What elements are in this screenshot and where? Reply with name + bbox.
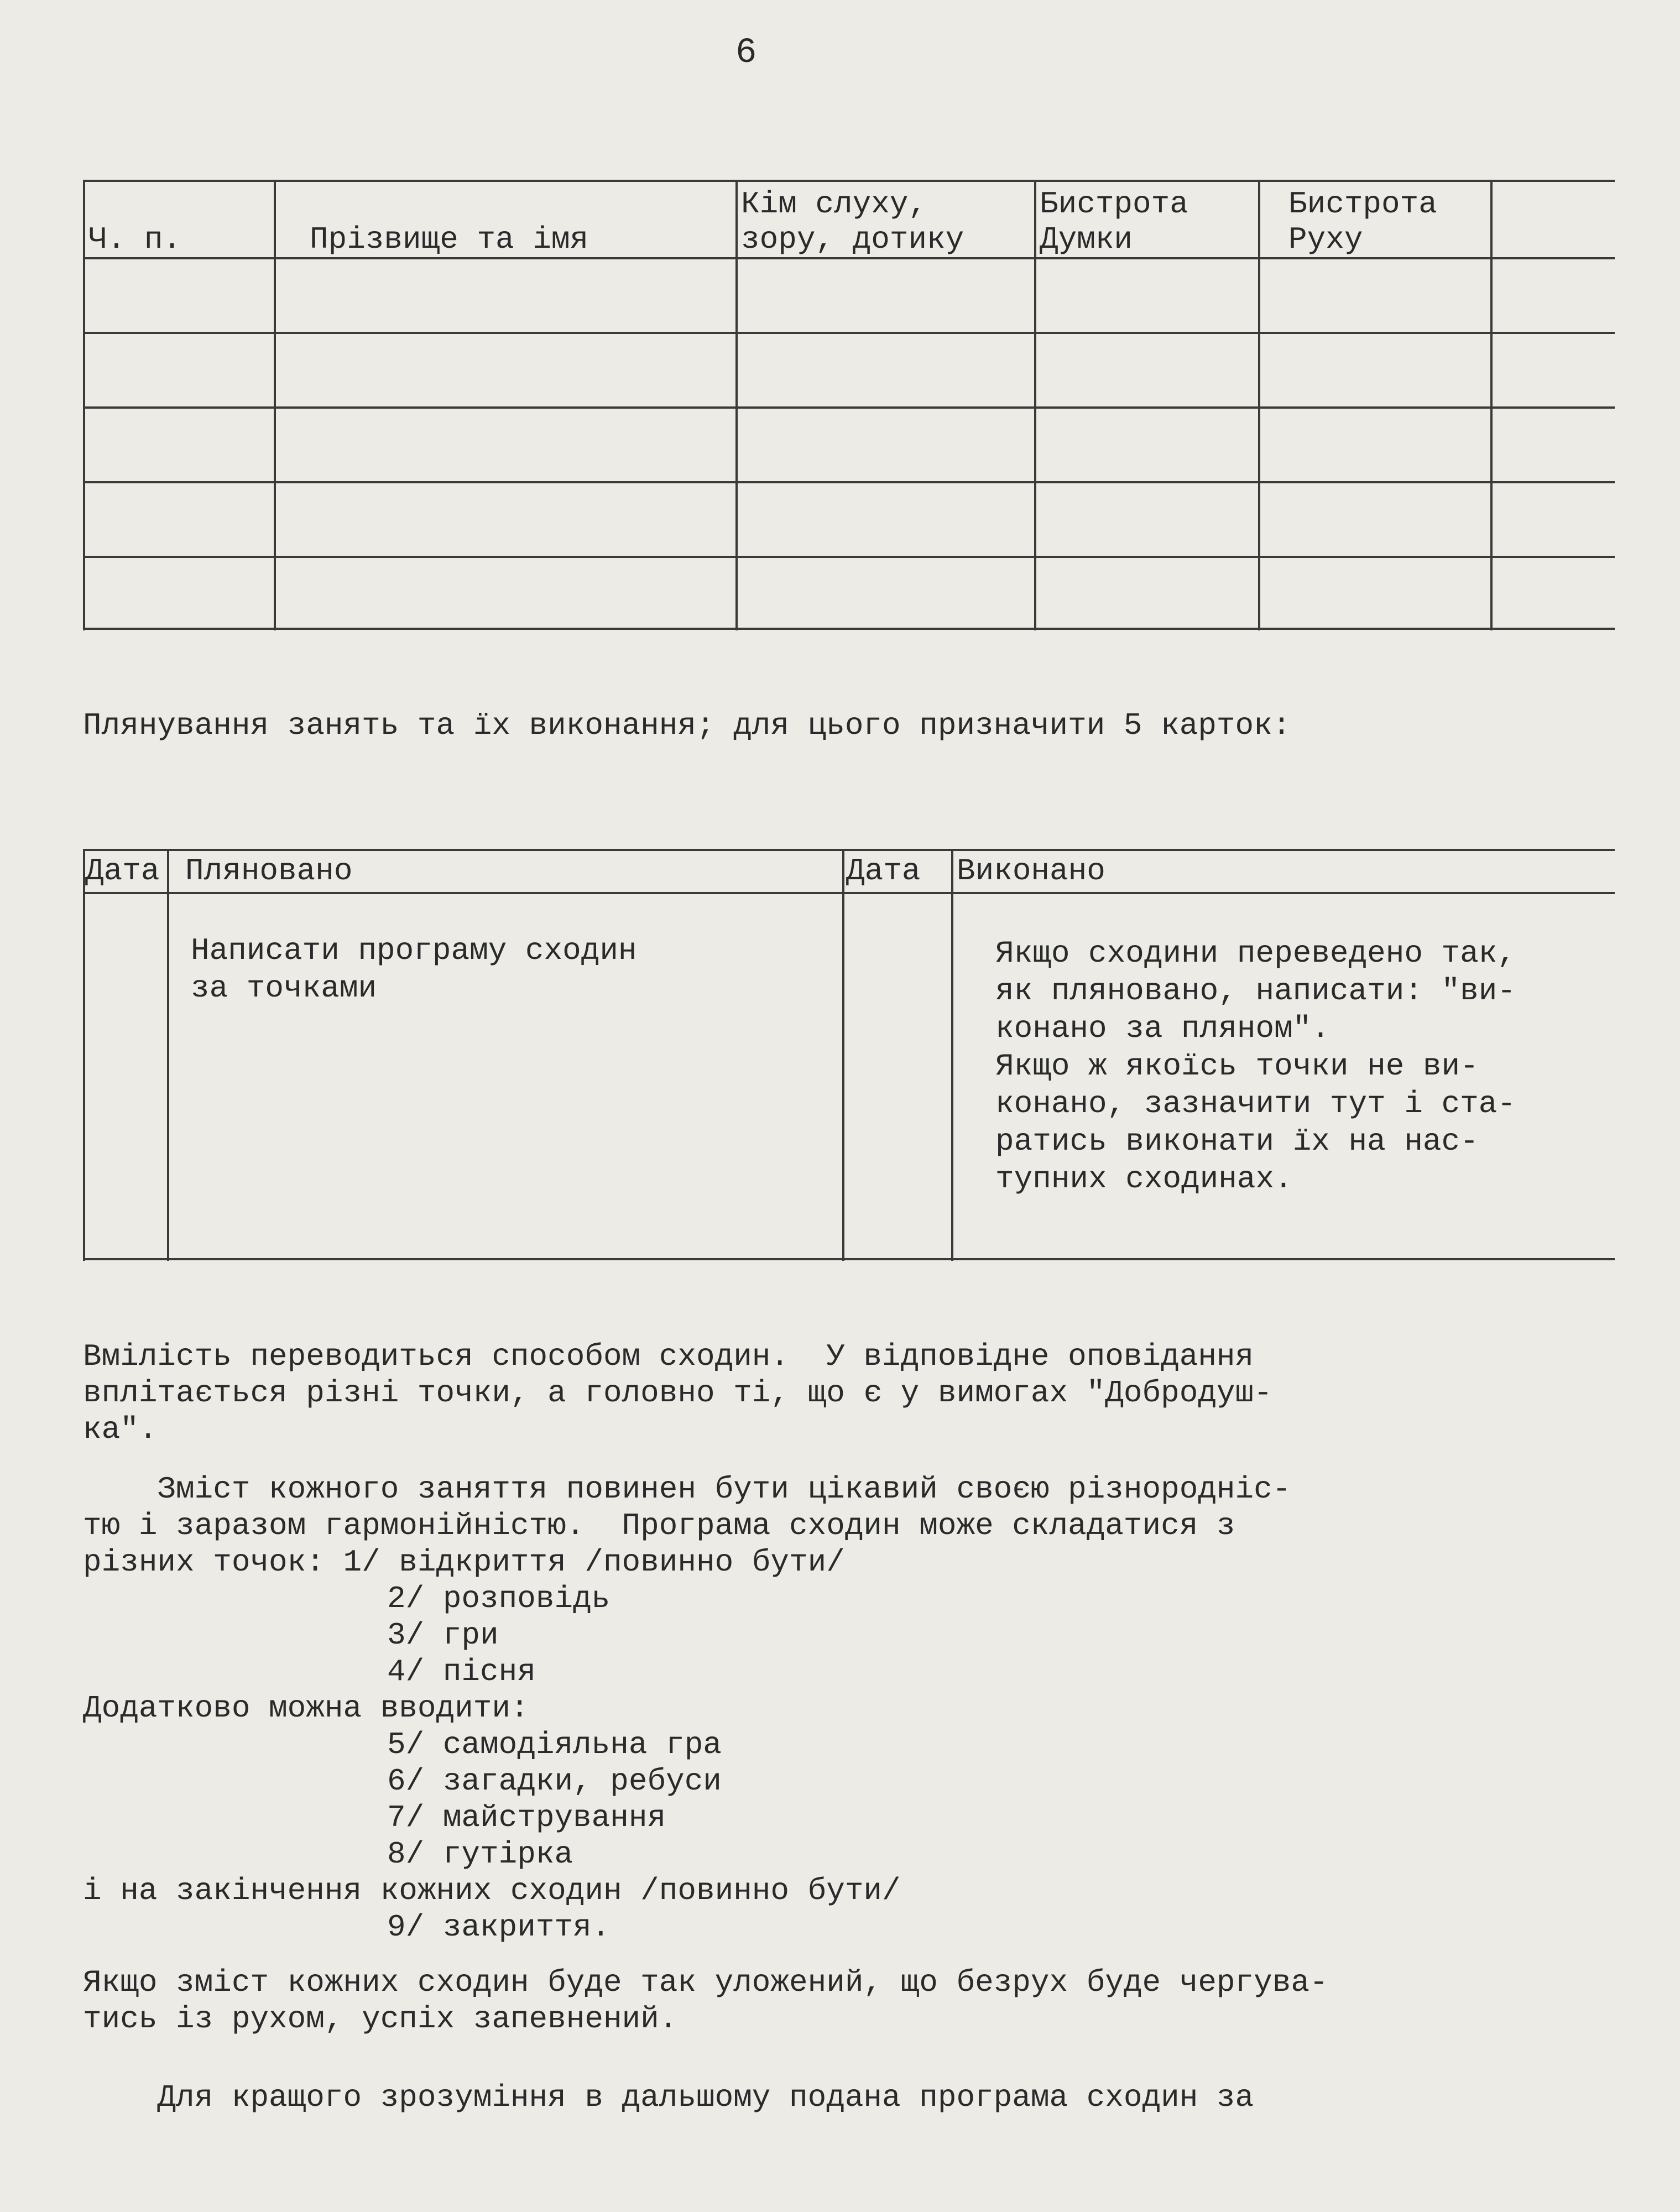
table-rule [83,628,1615,630]
table-rule [83,332,1615,334]
table-rule [951,849,953,1261]
page-number: 6 [735,33,757,73]
done-cell: Якщо сходини переведено так, як пляновано, написати: "ви- конано за пляном". Якщо ж якоїсь точки не ви- конано, зазначити тут і ста- ратись виконати їх на нас- тупних сходинах. [995,936,1516,1197]
list-item: 5/ самодіяльна гра [387,1727,722,1762]
table-rule [83,849,85,1261]
additional-label: Додатково можна вводити: [83,1691,529,1726]
table-rule [83,1258,1615,1260]
list-item: 9/ закриття. [387,1910,611,1945]
participant-table [83,180,1615,630]
paragraph-content-2: тю і заразом гармонійністю. Програма сходин може складатися з [83,1508,1235,1543]
table-rule [842,849,844,1261]
table-rule [1034,180,1036,630]
list-item: 6/ загадки, ребуси [387,1764,722,1799]
plan-intro: Плянування занять та їх виконання; для цього призначити 5 карток: [83,708,1291,743]
header-num: Ч. п. [88,222,182,257]
closing-intro: і на закінчення кожних сходин /повинно бути/ [83,1873,901,1908]
header-name: Прізвище та імя [310,222,589,257]
paragraph-success: Якщо зміст кожних сходин буде так уложений, що безрух буде чергува- тись із рухом, успіх запевнений. [83,1965,1328,2037]
header-thought-1: Бистрота [1040,186,1188,222]
paragraph-content-3: різних точок: 1/ відкриття /повинно бути/ [83,1545,845,1580]
paragraph-method: Вмілість переводиться способом сходин. У відповідне оповідання вплітається різні точки, а головно ті, що є у вимогах "Добродуш- ка". [83,1339,1272,1447]
header-senses-2: зору, дотику [741,222,964,257]
table-rule [274,180,276,630]
table-rule [83,849,1615,851]
header-planned: Пляновано [185,853,353,889]
header-date-1: Дата [85,853,160,889]
planned-cell: Написати програму сходин за точками [191,933,637,1006]
paragraph-content-1: Зміст кожного заняття повинен бути цікавий своєю різнородніс- [83,1472,1291,1507]
list-item: 4/ пісня [387,1654,536,1689]
list-item: 2/ розповідь [387,1581,611,1616]
header-move-2: Руху [1288,222,1363,257]
table-rule [1258,180,1260,630]
list-item: 3/ гри [387,1618,499,1653]
header-date-2: Дата [846,853,921,889]
table-rule [83,406,1615,409]
list-item: 7/ майстрування [387,1800,666,1835]
list-item: 8/ гутірка [387,1837,573,1872]
table-rule [83,180,85,630]
header-move-1: Бистрота [1288,186,1437,222]
paragraph-program: Для кращого зрозуміння в дальшому подана програма сходин за [83,2080,1254,2115]
table-rule [83,180,1615,182]
table-rule [83,556,1615,558]
table-rule [83,481,1615,483]
planning-table [83,849,1615,1261]
header-thought-2: Думки [1040,222,1133,257]
table-rule [735,180,738,630]
header-senses-1: Кім слуху, [741,186,927,222]
header-done: Виконано [957,853,1105,889]
table-rule [1490,180,1493,630]
table-rule [83,892,1615,894]
table-rule [167,849,169,1261]
